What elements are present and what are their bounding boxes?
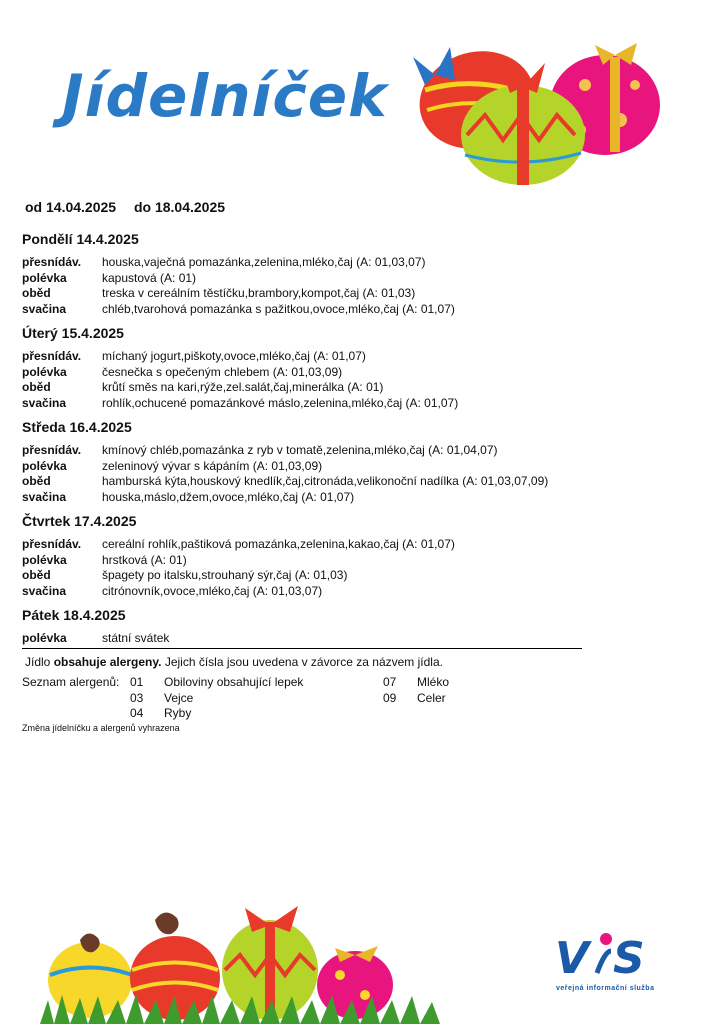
meal-label: polévka <box>22 364 67 379</box>
meal-row <box>22 443 548 459</box>
meal-label: přesnídáv. <box>22 537 82 551</box>
allergen-code: 09 <box>383 690 397 705</box>
meal-text: hamburská kýta,houskový knedlík,čaj,citronáda,velikonoční nadílka (A: 01,03,07,09) <box>102 474 549 488</box>
allergen-name: Ryby <box>164 706 192 720</box>
allergen-code: 03 <box>130 690 144 705</box>
meal-row <box>22 631 169 647</box>
day-section <box>22 513 455 599</box>
allergen-note-bold: obsahuje alergeny. <box>53 655 162 669</box>
meal-row <box>22 396 458 412</box>
allergen-item <box>130 675 303 691</box>
page-title: Jídelníček <box>62 62 388 130</box>
day-section <box>22 325 458 411</box>
meal-label: polévka <box>22 552 67 567</box>
meal-row <box>22 568 455 584</box>
meal-row <box>22 286 455 302</box>
meal-text: krůtí směs na kari,rýže,zel.salát,čaj,minerálka (A: 01) <box>102 380 384 394</box>
meal-row <box>22 584 455 600</box>
day-heading: Pondělí 14.4.2025 <box>22 231 139 247</box>
date-from: od 14.04.2025 <box>25 199 117 215</box>
easter-eggs-illustration <box>405 35 670 190</box>
meal-text: chléb,tvarohová pomazánka s pažitkou,ovoce,mléko,čaj (A: 01,07) <box>102 301 455 316</box>
allergen-list-right <box>383 675 449 706</box>
logo-letter-v: V <box>555 933 590 983</box>
meal-label: svačina <box>22 489 67 504</box>
day-heading: Čtvrtek 17.4.2025 <box>22 513 137 529</box>
meal-row <box>22 365 458 381</box>
day-section <box>22 607 169 647</box>
allergen-name: Vejce <box>164 690 194 705</box>
allergen-name: Celer <box>417 690 446 705</box>
meal-text: státní svátek <box>102 631 170 645</box>
meal-row <box>22 459 548 475</box>
meal-row <box>22 271 455 287</box>
meal-label: polévka <box>22 270 67 285</box>
allergen-item <box>130 706 303 722</box>
allergen-note-suffix: Jejich čísla jsou uvedena v závorce za názvem jídla. <box>161 655 443 669</box>
meal-row <box>22 349 458 365</box>
day-section <box>22 419 548 505</box>
meal-label: svačina <box>22 301 67 316</box>
meal-text: rohlík,ochucené pomazánkové máslo,zelenina,mléko,čaj (A: 01,07) <box>102 395 459 410</box>
meal-text: míchaný jogurt,piškoty,ovoce,mléko,čaj (A: 01,07) <box>102 349 366 363</box>
easter-eggs-grass-illustration <box>40 900 440 1024</box>
meal-row <box>22 537 455 553</box>
meal-label: přesnídáv. <box>22 255 82 269</box>
meal-label: polévka <box>22 458 67 473</box>
allergen-code: 04 <box>130 706 144 720</box>
meal-label: svačina <box>22 583 67 598</box>
allergen-note <box>25 655 443 669</box>
allergen-item <box>130 691 303 707</box>
meal-label: polévka <box>22 631 67 645</box>
allergen-code: 01 <box>130 675 144 689</box>
allergen-list-left <box>130 675 303 722</box>
meal-row <box>22 380 458 396</box>
logo-letter-s: S <box>613 933 645 983</box>
divider <box>22 648 582 649</box>
logo-tagline: veřejná informační služba <box>556 985 655 992</box>
allergen-name: Obiloviny obsahující lepek <box>164 675 304 689</box>
meal-row <box>22 302 455 318</box>
meal-text: houska,máslo,džem,ovoce,mléko,čaj (A: 01,07) <box>102 489 355 504</box>
meal-row <box>22 490 548 506</box>
meal-text: hrstková (A: 01) <box>102 552 187 567</box>
meal-label: přesnídáv. <box>22 443 82 457</box>
allergen-note-prefix: Jídlo <box>25 655 54 669</box>
meal-label: oběd <box>22 286 51 300</box>
meal-label: oběd <box>22 380 51 394</box>
day-heading: Středa 16.4.2025 <box>22 419 132 435</box>
day-section <box>22 231 455 317</box>
meal-label: oběd <box>22 474 51 488</box>
day-heading: Úterý 15.4.2025 <box>22 325 124 341</box>
meal-text: treska v cereálním těstíčku,brambory,kompot,čaj (A: 01,03) <box>102 286 416 300</box>
date-range <box>25 199 239 215</box>
vis-logo <box>553 925 658 983</box>
allergen-list-label: Seznam alergenů: <box>22 675 120 689</box>
meal-text: zeleninový vývar s kápáním (A: 01,03,09) <box>102 458 323 473</box>
meal-row <box>22 255 455 271</box>
meal-label: přesnídáv. <box>22 349 82 363</box>
meal-row <box>22 553 455 569</box>
meal-row <box>22 474 548 490</box>
date-to: do 18.04.2025 <box>133 199 226 215</box>
meal-text: cereální rohlík,paštiková pomazánka,zelenina,kakao,čaj (A: 01,07) <box>102 537 455 551</box>
allergen-name: Mléko <box>417 675 450 689</box>
meal-label: oběd <box>22 568 51 582</box>
meal-text: kapustová (A: 01) <box>102 270 197 285</box>
meal-text: špagety po italsku,strouhaný sýr,čaj (A: 01,03) <box>102 568 348 582</box>
footer-note: Změna jídelníčku a alergenů vyhrazena <box>22 723 180 733</box>
meal-text: česnečka s opečeným chlebem (A: 01,03,09) <box>102 364 343 379</box>
allergen-item <box>383 675 449 691</box>
allergen-item <box>383 691 449 707</box>
day-heading: Pátek 18.4.2025 <box>22 607 126 623</box>
meal-label: svačina <box>22 395 67 410</box>
meal-text: citrónovník,ovoce,mléko,čaj (A: 01,03,07) <box>102 583 323 598</box>
allergen-code: 07 <box>383 675 397 689</box>
meal-text: kmínový chléb,pomazánka z ryb v tomatě,zelenina,mléko,čaj (A: 01,04,07) <box>102 443 498 457</box>
meal-text: houska,vaječná pomazánka,zelenina,mléko,čaj (A: 01,03,07) <box>102 255 426 269</box>
